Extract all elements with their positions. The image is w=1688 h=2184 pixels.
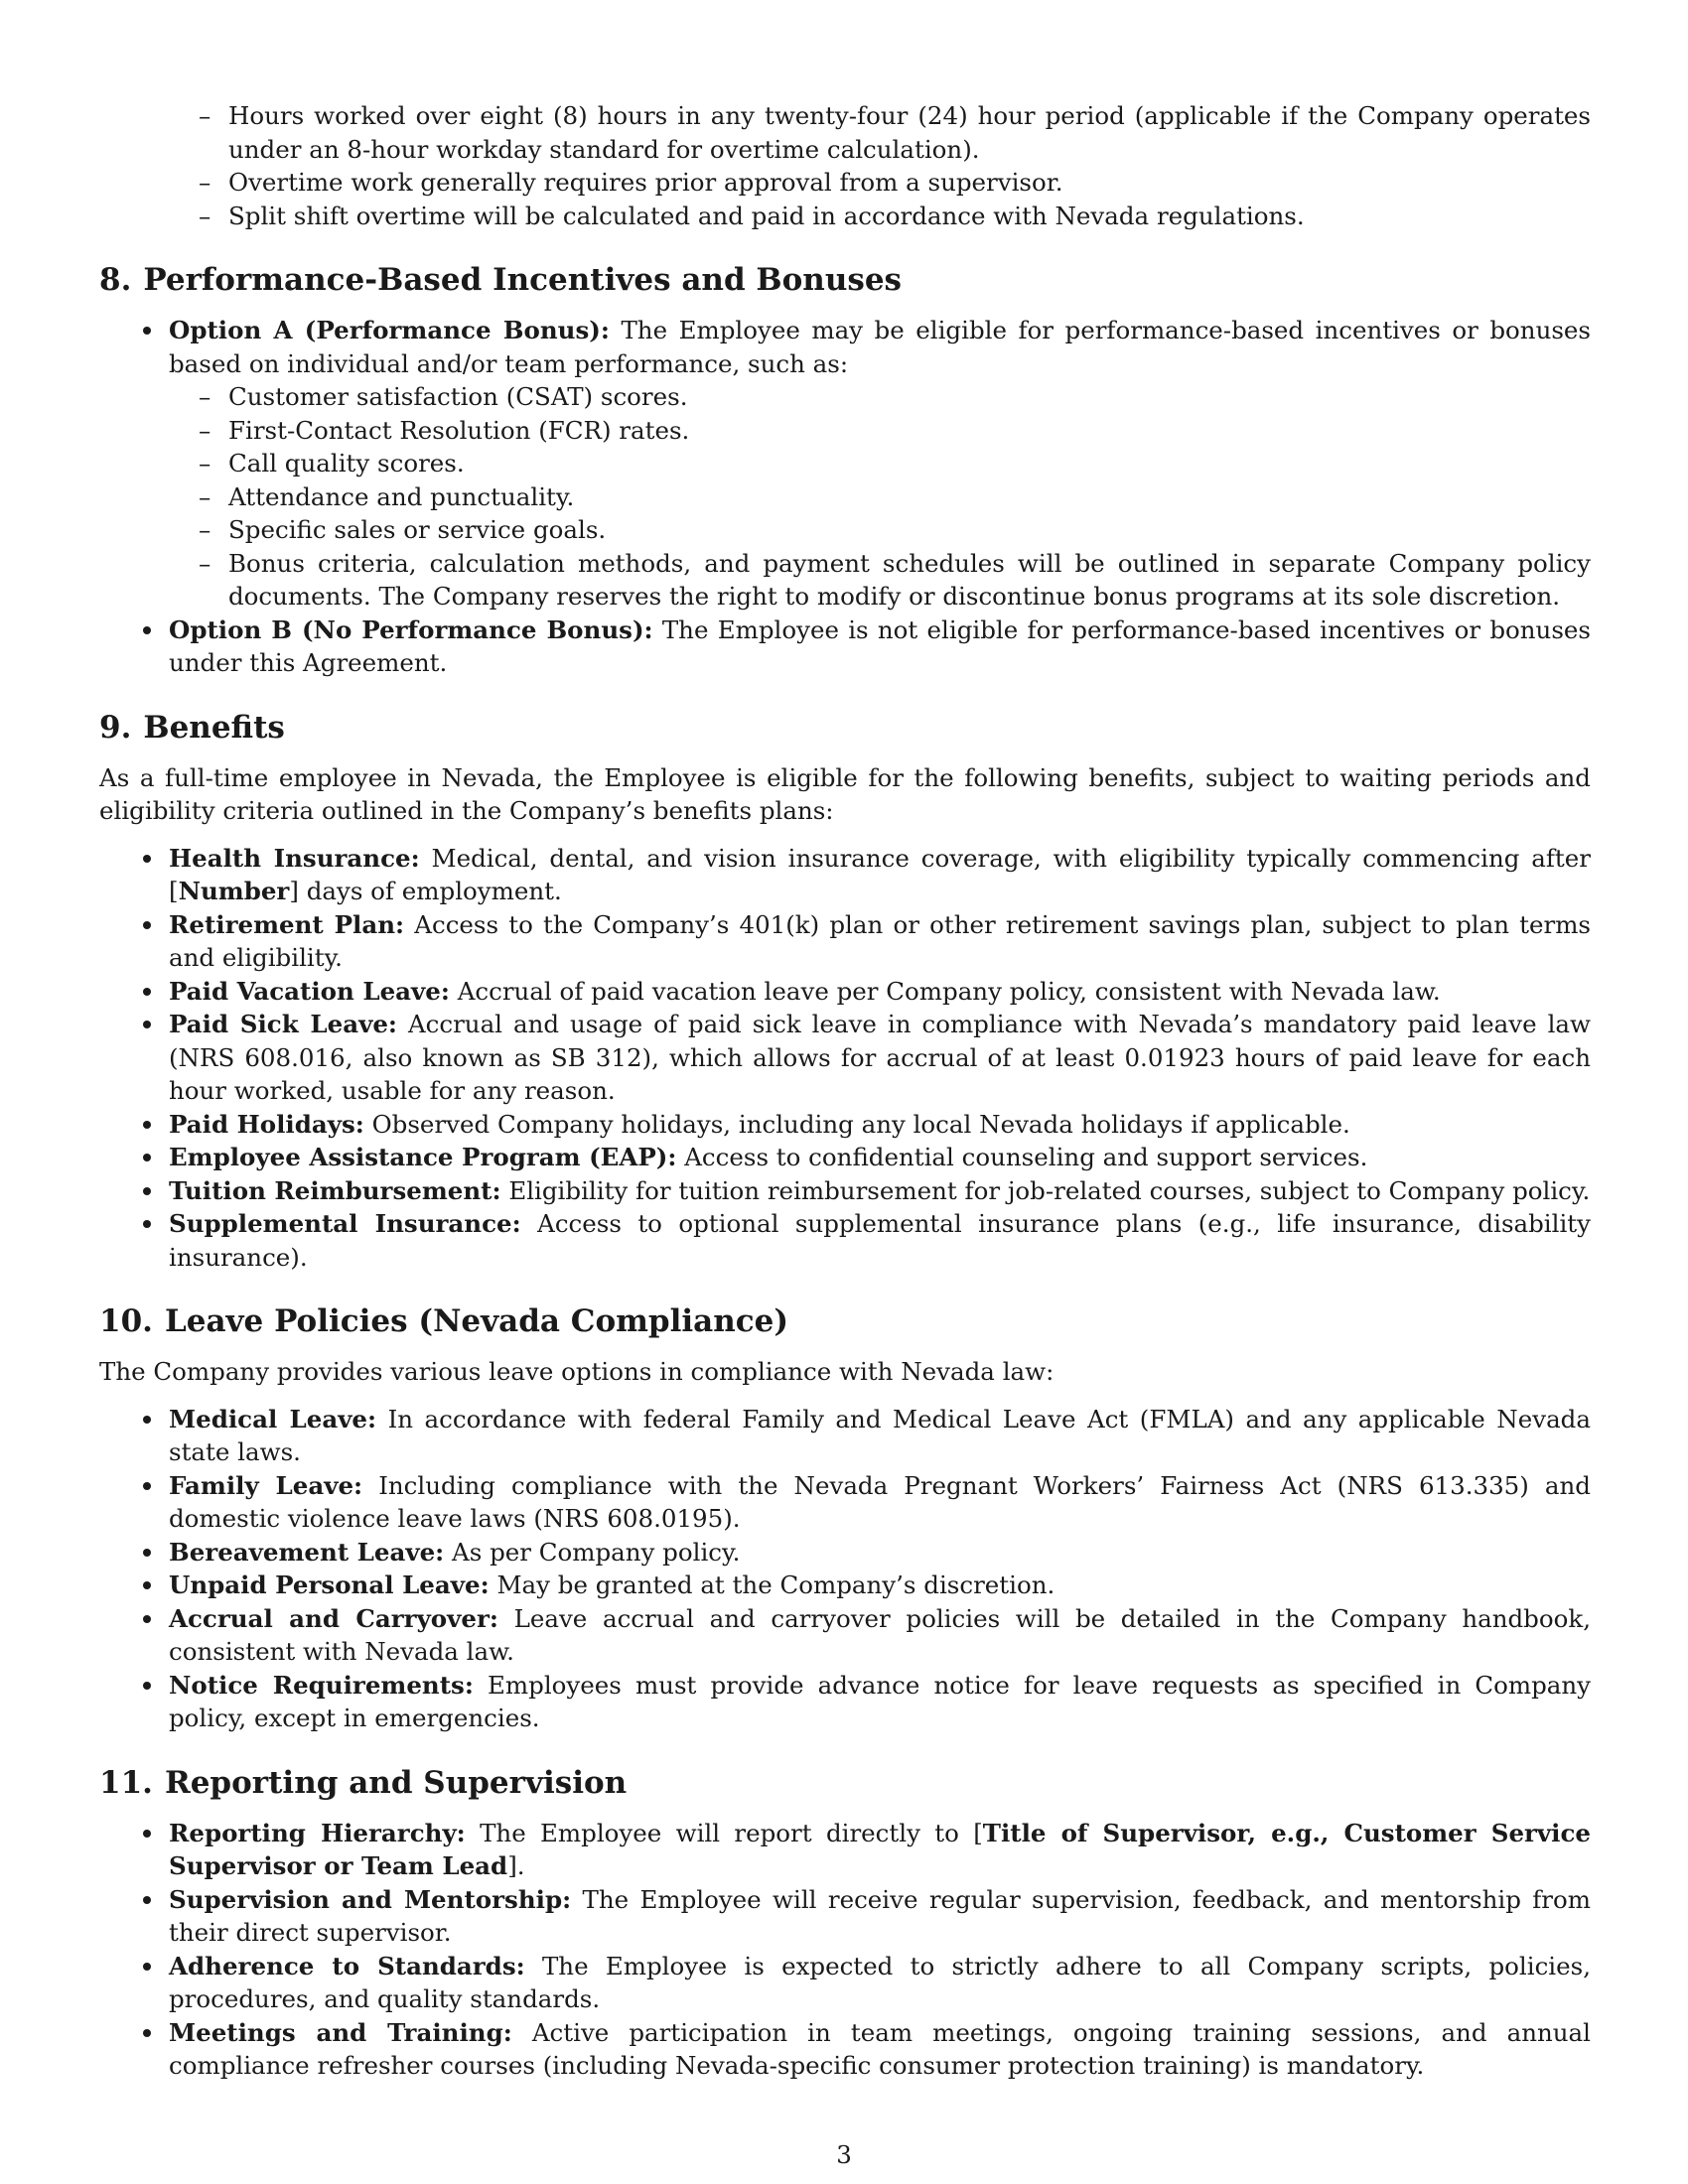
- benefits-intro: As a full-time employee in Nevada, the Employee is eligible for the following benefits, subject to waiting periods and eligibility criteria outlined in the Company’s benefits plans:: [99, 762, 1591, 825]
- list-item: – Attendance and punctuality.: [228, 480, 1591, 514]
- bonus-criteria-list: [169, 380, 1591, 614]
- list-item: Bereavement Leave: As per Company policy.: [169, 1536, 1591, 1570]
- bullet-icon: [143, 1154, 151, 1161]
- bonus-options-list: [99, 314, 1591, 680]
- list-item: Unpaid Personal Leave: May be granted at the Company’s discretion.: [169, 1569, 1591, 1602]
- list-item: Meetings and Training: Active participation in team meetings, ongoing training sessions, and annual compliance refresher courses (including Nevada-specific consumer protection training) is mandatory.: [169, 2016, 1591, 2083]
- list-item: – Hours worked over eight (8) hours in any twenty-four (24) hour period (applicable if the Company operates under an 8-hour workday standard for overtime calculation).: [228, 99, 1591, 166]
- section-10-heading: 10. Leave Policies (Nevada Compliance): [99, 1303, 789, 1339]
- bullet-icon: [143, 1021, 151, 1028]
- leave-list: [99, 1403, 1591, 1735]
- list-item: Accrual and Carryover: Leave accrual and carryover policies will be detailed in the Company handbook, consistent with Nevada law.: [169, 1602, 1591, 1669]
- bullet-icon: [143, 327, 151, 335]
- bullet-icon: [143, 1220, 151, 1228]
- bullet-icon: [143, 1482, 151, 1490]
- list-item: Notice Requirements: Employees must provide advance notice for leave requests as specified in Company policy, except in emergencies.: [169, 1669, 1591, 1735]
- bullet-icon: [143, 626, 151, 634]
- list-item: Option A (Performance Bonus): The Employee may be eligible for performance-based incentives or bonuses based on individual and/or team performance, such as: – Customer satisfaction (CSAT) scores. – First-Contact Resolution (FCR) rates. – Call quality scores. – Attendance and punctuality. – Specific sales or service goals. – Bonus criteria, calculation methods, and payment schedules will be outlined in separate Company policy documents. The Company reserves the right to modify or discontinue bonus programs at its sole discretion.: [169, 314, 1591, 614]
- list-item: Retirement Plan: Access to the Company’s 401(k) plan or other retirement savings plan, subject to plan terms and eligibility.: [169, 908, 1591, 975]
- list-item: – Call quality scores.: [228, 447, 1591, 480]
- list-item: Tuition Reimbursement: Eligibility for tuition reimbursement for job-related courses, subject to Company policy.: [169, 1174, 1591, 1208]
- list-item: Supervision and Mentorship: The Employee will receive regular supervision, feedback, and mentorship from their direct supervisor.: [169, 1883, 1591, 1950]
- list-item: – Customer satisfaction (CSAT) scores.: [228, 380, 1591, 414]
- leave-intro: The Company provides various leave options in compliance with Nevada law:: [99, 1357, 1055, 1386]
- list-item: Supplemental Insurance: Access to optional supplemental insurance plans (e.g., life insurance, disability insurance).: [169, 1207, 1591, 1274]
- benefits-list: [99, 842, 1591, 1275]
- section-9-heading: 9. Benefits: [99, 709, 285, 746]
- list-item: – Overtime work generally requires prior approval from a supervisor.: [228, 166, 1591, 200]
- list-item: – Specific sales or service goals.: [228, 513, 1591, 547]
- bullet-icon: [143, 1416, 151, 1424]
- bullet-icon: [143, 1963, 151, 1971]
- list-item: – Bonus criteria, calculation methods, and payment schedules will be outlined in separate Company policy documents. The Company reserves the right to modify or discontinue bonus programs at its sole discretion.: [228, 547, 1591, 614]
- section-11-heading: 11. Reporting and Supervision: [99, 1764, 628, 1801]
- bullet-icon: [143, 1581, 151, 1589]
- document-page: [99, 99, 1591, 2083]
- bullet-icon: [143, 1187, 151, 1195]
- list-item: Employee Assistance Program (EAP): Access to confidential counseling and support services.: [169, 1141, 1591, 1174]
- list-item: Medical Leave: In accordance with federal Family and Medical Leave Act (FMLA) and any applicable Nevada state laws.: [169, 1403, 1591, 1469]
- section-8-heading: 8. Performance-Based Incentives and Bonuses: [99, 262, 903, 298]
- bullet-icon: [143, 2029, 151, 2037]
- list-item: – Split shift overtime will be calculated and paid in accordance with Nevada regulations.: [228, 200, 1591, 233]
- overtime-list: [99, 99, 1591, 232]
- list-item: Option B (No Performance Bonus): The Employee is not eligible for performance-based incentives or bonuses under this Agreement.: [169, 614, 1591, 680]
- list-item: – First-Contact Resolution (FCR) rates.: [228, 414, 1591, 448]
- bullet-icon: [143, 1615, 151, 1623]
- bullet-icon: [143, 1896, 151, 1904]
- bullet-icon: [143, 1682, 151, 1690]
- list-item: Paid Vacation Leave: Accrual of paid vacation leave per Company policy, consistent with Nevada law.: [169, 975, 1591, 1009]
- bullet-icon: [143, 921, 151, 929]
- list-item: Reporting Hierarchy: The Employee will report directly to [Title of Supervisor, e.g., Customer Service Supervisor or Team Lead].: [169, 1817, 1591, 1883]
- list-item: Paid Holidays: Observed Company holidays, including any local Nevada holidays if applicable.: [169, 1108, 1591, 1142]
- list-item: Health Insurance: Medical, dental, and vision insurance coverage, with eligibility typically commencing after [Number] days of employment.: [169, 842, 1591, 908]
- list-item: Family Leave: Including compliance with the Nevada Pregnant Workers’ Fairness Act (NRS 613.335) and domestic violence leave laws (NRS 608.0195).: [169, 1469, 1591, 1536]
- list-item: Adherence to Standards: The Employee is expected to strictly adhere to all Company scripts, policies, procedures, and quality standards.: [169, 1950, 1591, 2016]
- bullet-icon: [143, 1121, 151, 1129]
- bullet-icon: [143, 988, 151, 996]
- reporting-list: [99, 1817, 1591, 2083]
- list-item: Paid Sick Leave: Accrual and usage of paid sick leave in compliance with Nevada’s mandatory paid leave law (NRS 608.016, also known as SB 312), which allows for accrual of at least 0.01923 hours of paid leave for each hour worked, usable for any reason.: [169, 1008, 1591, 1108]
- bullet-icon: [143, 1549, 151, 1557]
- bullet-icon: [143, 855, 151, 863]
- page-number: 3: [836, 2140, 852, 2169]
- bullet-icon: [143, 1830, 151, 1838]
